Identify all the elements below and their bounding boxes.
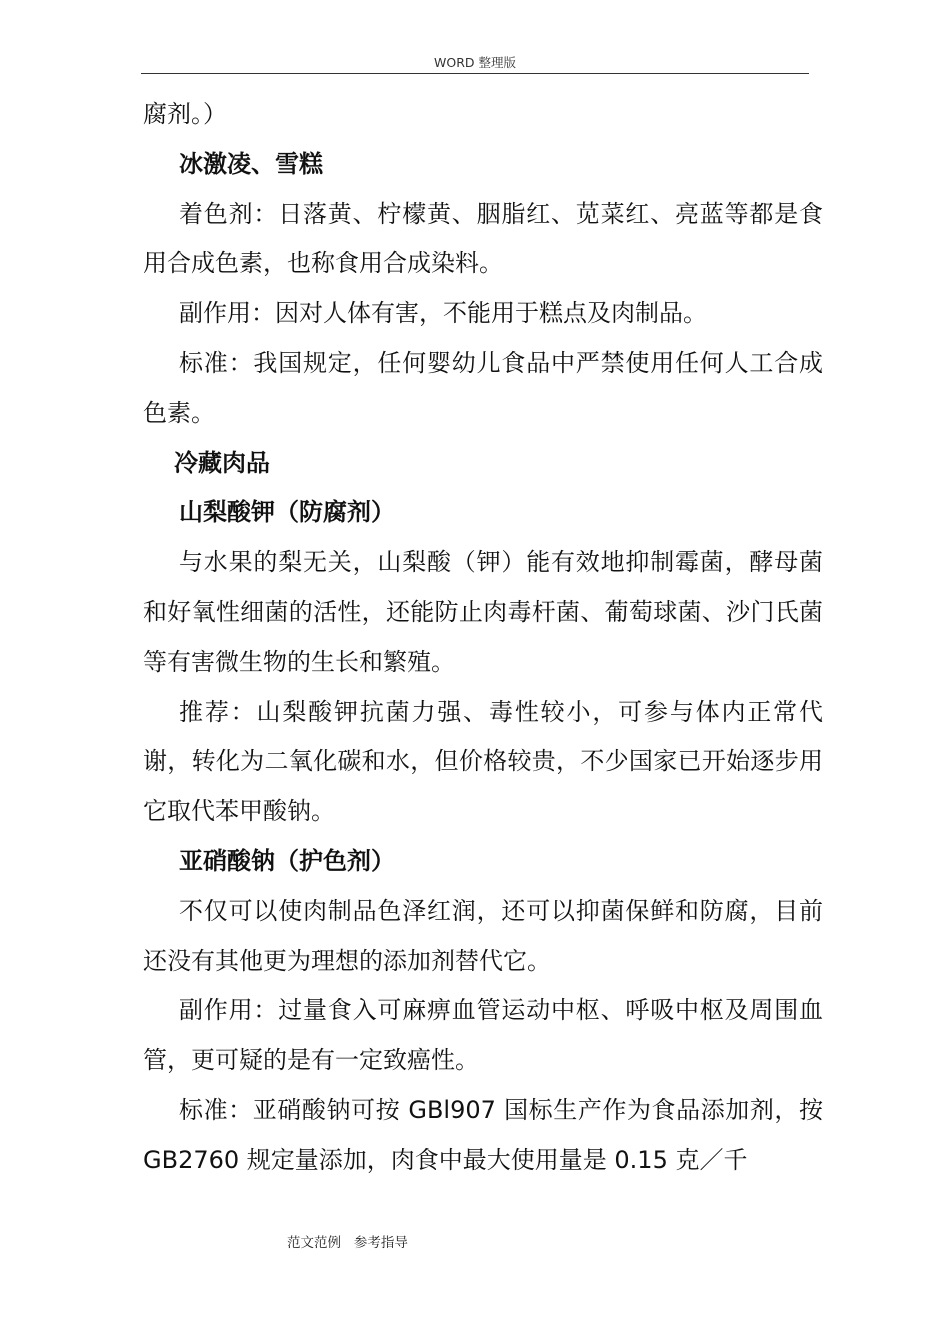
page-footer: 范文范例 参考指导: [287, 1235, 408, 1251]
paragraph-colorant-side-effect: 副作用：因对人体有害，不能用于糕点及肉制品。: [179, 299, 707, 328]
paragraph-sorbate-description: 与水果的梨无关，山梨酸（钾）能有效地抑制霉菌，酵母菌和好氧性细菌的活性，还能防止肉毒杆菌、葡萄球菌、沙门氏菌等有害微生物的生长和繁殖。: [143, 548, 823, 676]
paragraph-nitrite-description: 不仅可以使肉制品色泽红润，还可以抑菌保鲜和防腐，目前还没有其他更为理想的添加剂替代它。: [143, 896, 823, 975]
document-body: [143, 90, 823, 1186]
paragraph-colorant: 着色剂：日落黄、柠檬黄、胭脂红、苋菜红、亮蓝等都是食用合成色素，也称食用合成染料。: [143, 199, 823, 278]
paragraph-colorant-standard: 标准：我国规定，任何婴幼儿食品中严禁使用任何人工合成色素。: [143, 348, 823, 427]
paragraph-nitrite-standard: 标准：亚硝酸钠可按 GBl907 国标生产作为食品添加剂，按 GB2760 规定量添加，肉食中最大使用量是 0.15 克／千: [143, 1095, 823, 1174]
paragraph-sorbate-recommendation: 推荐：山梨酸钾抗菌力强、毒性较小，可参与体内正常代谢，转化为二氧化碳和水，但价格较贵，不少国家已开始逐步用它取代苯甲酸钠。: [143, 697, 823, 826]
heading-sodium-nitrite: 亚硝酸钠（护色剂）: [179, 846, 395, 875]
heading-ice-cream: 冰激凌、雪糕: [179, 149, 323, 178]
paragraph-nitrite-side-effect: 副作用：过量食入可麻痹血管运动中枢、呼吸中枢及周围血管，更可疑的是有一定致癌性。: [143, 996, 823, 1075]
paragraph-continuation: 腐剂。）: [143, 100, 227, 128]
page-header: WORD 整理版: [141, 54, 809, 74]
heading-chilled-meat: 冷藏肉品: [174, 448, 270, 477]
heading-potassium-sorbate: 山梨酸钾（防腐剂）: [179, 498, 395, 527]
